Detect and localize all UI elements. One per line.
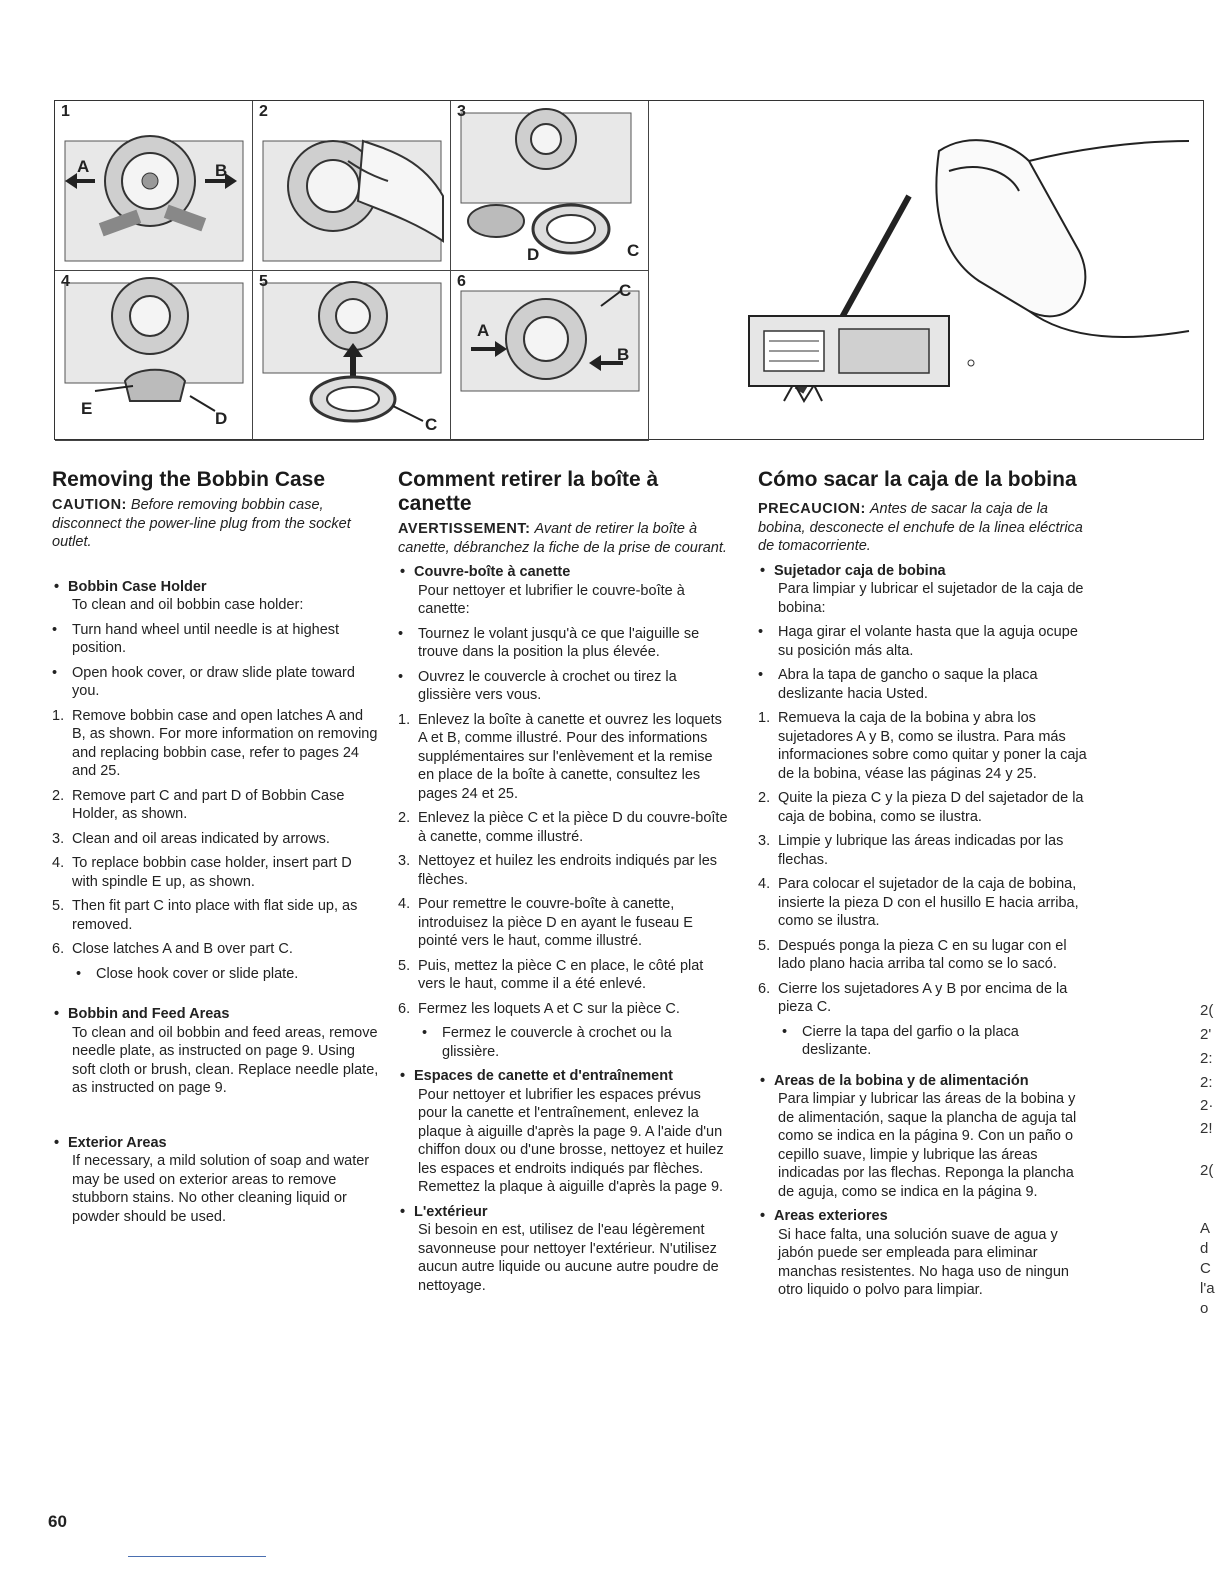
list-text: Open hook cover, or draw slide plate toward you. [72, 664, 355, 699]
margin-fragment: 2( [1200, 1002, 1214, 1019]
list-item [758, 666, 1090, 703]
margin-fragment: 2: [1200, 1074, 1213, 1091]
list-item [758, 623, 1090, 660]
list-text: Ouvrez le couvercle à crochet ou tirez la glissière vers vous. [418, 668, 677, 703]
list-marker: 6. [758, 980, 771, 997]
list-text: Abra la tapa de gancho o saque la placa deslizante hacia Usted. [778, 667, 1038, 702]
section-title: • Areas exteriores [758, 1207, 1090, 1226]
list-text: Remove part C and part D of Bobbin Case Holder, as shown. [72, 787, 345, 822]
section-title: • Sujetador caja de bobina [758, 562, 1090, 581]
section-text: Si besoin en est, utilisez de l'eau légèrement savonneuse pour nettoyer l'extérieur. N'utilisez aucun autre liquide ou aucune autre poudre de nettoyage. [418, 1222, 719, 1294]
margin-fragment: o [1200, 1300, 1209, 1317]
section-intro: Pour nettoyer et lubrifier le couvre-boîte à canette: [418, 582, 685, 617]
list-marker: • [52, 621, 58, 638]
list-item [52, 854, 380, 891]
list-item [398, 1000, 730, 1019]
callout-label: D [527, 245, 540, 264]
panel-number: 4 [61, 273, 70, 290]
list-marker: 1. [758, 710, 771, 726]
list-marker: • [76, 965, 82, 982]
list-text: Para colocar el sujetador de la caja de bobina, insierte la pieza D con el husillo E hacia arriba, como se ilustra. [778, 876, 1079, 929]
french-title: Comment retirer la boîte à canette [398, 468, 659, 515]
list-marker: • [782, 1023, 788, 1040]
list-text: Turn hand wheel until needle is at highest position. [72, 621, 340, 656]
decorative-underline [128, 1556, 266, 1557]
list-item [52, 787, 380, 824]
list-text: Then fit part C into place with flat side up, as removed. [72, 898, 358, 933]
list-item [398, 625, 730, 662]
margin-fragment: C [1200, 1260, 1211, 1277]
sub-list-item [398, 1024, 730, 1061]
list-text: Después ponga la pieza C en su lugar con el lado plano hacia arriba tal como se lo sacó. [778, 937, 1067, 972]
list-text: Clean and oil areas indicated by arrows. [72, 830, 330, 847]
list-marker: • [398, 668, 404, 685]
list-marker: 4. [52, 855, 65, 871]
list-marker: 2. [398, 810, 411, 826]
section-text: Para limpiar y lubricar las áreas de la bobina y de alimentación, saque la plancha de aguja tal como se indica en la página 9. Con un paño o cepillo suave, limpie y lubrique las áreas indicadas por las flechas. Reponga la plancha de aguja, como se indica en la página 9. [778, 1091, 1077, 1200]
spanish-section-feed-areas [758, 1072, 1090, 1202]
list-item [398, 668, 730, 705]
spanish-column [758, 468, 1090, 1300]
figure-panel-1 [55, 101, 253, 271]
list-item [398, 957, 730, 994]
list-marker: 2. [758, 790, 771, 806]
list-text: Fermez le couvercle à crochet ou la glissière. [442, 1025, 672, 1060]
callout-label: D [215, 409, 228, 428]
callout-label: C [627, 241, 640, 260]
margin-fragment: 2· [1200, 1097, 1214, 1114]
callout-label: E [81, 399, 93, 418]
panel-5-drawing [253, 271, 451, 441]
list-marker: 1. [398, 711, 411, 728]
english-section-feed-areas [52, 1005, 380, 1098]
list-marker: 4. [758, 876, 771, 892]
english-section-bobbin-holder [52, 578, 380, 984]
list-text: Close hook cover or slide plate. [96, 965, 299, 982]
callout-label: A [77, 157, 90, 176]
illustration-frame [54, 100, 1204, 440]
section-title: • Bobbin and Feed Areas [52, 1005, 380, 1024]
list-text: Puis, mettez la pièce C en place, le côté plat vers le haut, comme il a été enlevé. [418, 957, 704, 992]
caution-label: AVERTISSEMENT: [398, 521, 531, 537]
callout-label: B [215, 161, 228, 180]
margin-fragment: 2' [1200, 1026, 1212, 1043]
section-title: • Couvre-boîte à canette [398, 563, 730, 582]
list-marker: • [422, 1025, 428, 1041]
list-item [52, 897, 380, 934]
list-marker: • [758, 624, 764, 640]
figure-panel-3 [451, 101, 649, 271]
panel-number: 2 [259, 103, 268, 120]
section-text: Pour nettoyer et lubrifier les espaces prévus pour la canette et l'entraînement, enlevez la plaque à aiguille d'après la page 9. A l'aide d'un chiffon doux ou d'une brosse, nettoyez et huilez les espaces et endroits indiqués par flèches. Remettez la plaque à aiguille d'après la page 9. [418, 1086, 724, 1195]
panel-1-drawing [55, 101, 253, 271]
english-caution [52, 496, 380, 552]
list-item [398, 895, 730, 951]
list-marker: • [52, 664, 58, 681]
panel-number: 6 [457, 273, 466, 290]
list-text: Close latches A and B over part C. [72, 941, 293, 957]
panel-2-drawing [253, 101, 451, 271]
english-title: Removing the Bobbin Case [52, 468, 326, 491]
list-text: Enlevez la pièce C et la pièce D du couvre-boîte à canette, comme illustré. [418, 810, 728, 845]
callout-label: C [619, 281, 632, 300]
list-text: Limpie y lubrique las áreas indicadas por las flechas. [778, 833, 1064, 868]
section-intro: Para limpiar y lubricar el sujetador de la caja de bobina: [778, 581, 1084, 616]
caution-text: Before removing bobbin case, disconnect the power-line plug from the socket outlet. [52, 497, 351, 550]
margin-fragment: l'a [1200, 1280, 1215, 1297]
section-title: • Bobbin Case Holder [52, 578, 380, 597]
figure-panel-6 [451, 271, 649, 441]
list-marker: • [758, 667, 764, 683]
list-marker: 1. [52, 707, 65, 724]
margin-fragment: 2! [1200, 1120, 1213, 1137]
page-number: 60 [48, 1512, 67, 1531]
section-text: If necessary, a mild solution of soap and water may be used on exterior areas to remove stubborn stains. No other cleaning liquid or powder should be used. [72, 1153, 370, 1225]
list-text: Remueva la caja de la bobina y abra los sujetadores A y B, como se ilustra. Para más informaciones sobre como quitar y poner la caja de la bobina, véase las páginas 24 y 25. [778, 710, 1087, 782]
spanish-caution [758, 500, 1090, 556]
list-marker: 3. [758, 833, 771, 849]
figure-panel-4 [55, 271, 253, 441]
list-item [758, 709, 1090, 783]
list-text: Pour remettre le couvre-boîte à canette, introduisez la pièce D en ayant le fuseau E pointé vers le haut, comme illustré. [418, 896, 693, 949]
section-text: Si hace falta, una solución suave de agua y jabón puede ser empleada para eliminar manchas resistentes. No haga uso de ningun otro liquido o polvo para limpiar. [778, 1226, 1069, 1298]
french-section-feed-areas [398, 1067, 730, 1197]
sub-list-item [758, 1023, 1090, 1060]
list-marker: 5. [52, 898, 65, 914]
list-marker: 3. [52, 830, 65, 847]
english-column [52, 468, 380, 1226]
list-marker: 5. [758, 937, 771, 954]
list-marker: 6. [398, 1000, 411, 1017]
list-text: Haga girar el volante hasta que la aguja ocupe su posición más alta. [778, 624, 1078, 659]
list-item [52, 664, 380, 701]
list-marker: 5. [398, 957, 411, 974]
panel-number: 1 [61, 103, 70, 120]
margin-fragment: d [1200, 1240, 1209, 1257]
caution-label: CAUTION: [52, 497, 127, 513]
list-marker: 3. [398, 853, 411, 869]
list-item [52, 830, 380, 849]
spanish-section-bobbin-holder [758, 562, 1090, 1060]
panel-number: 3 [457, 103, 466, 120]
list-text: Fermez les loquets A et C sur la pièce C. [418, 1000, 680, 1017]
margin-fragment: 2( [1200, 1162, 1214, 1179]
english-section-exterior [52, 1134, 380, 1227]
list-item [758, 875, 1090, 931]
list-item [52, 707, 380, 781]
french-section-bobbin-holder [398, 563, 730, 1061]
section-title: • Areas de la bobina y de alimentación [758, 1072, 1090, 1091]
list-text: Tournez le volant jusqu'à ce que l'aiguille se trouve dans la position la plus élevée. [418, 625, 700, 660]
french-caution [398, 520, 730, 557]
section-text: To clean and oil bobbin and feed areas, remove needle plate, as instructed on page 9. Using soft cloth or brush, clean. Replace needle plate, as instructed on page 9. [72, 1024, 379, 1096]
brush-cleaning-illustration [649, 101, 1203, 439]
list-item [758, 937, 1090, 974]
caution-text: Avant de retirer la boîte à canette, débranchez la fiche de la prise de courant. [398, 521, 727, 556]
list-item [758, 980, 1090, 1017]
list-text: Enlevez la boîte à canette et ouvrez les loquets A et B, comme illustré. Pour des informations supplémentaires sur l'enlèvement et la remise en place de la boîte à canette, consultez les pages 24 et 25. [418, 711, 722, 802]
list-item [398, 852, 730, 889]
list-marker: 4. [398, 896, 411, 912]
figure-panel-5 [253, 271, 451, 441]
list-marker: 6. [52, 941, 65, 957]
list-text: Quite la pieza C y la pieza D del sajetador de la caja de bobina, como se ilustra. [778, 790, 1084, 825]
list-item [398, 809, 730, 846]
panel-3-drawing [451, 101, 649, 271]
french-column [398, 468, 730, 1295]
french-section-exterior [398, 1203, 730, 1296]
list-text: Nettoyez et huilez les endroits indiqués par les flèches. [418, 853, 718, 888]
list-marker: • [398, 625, 404, 642]
sub-list-item [52, 965, 380, 984]
list-marker: 2. [52, 787, 65, 804]
callout-label: B [617, 345, 630, 364]
section-title: • Exterior Areas [52, 1134, 380, 1153]
list-text: Cierre la tapa del garfio o la placa deslizante. [802, 1023, 1019, 1058]
list-item [758, 789, 1090, 826]
callout-label: C [425, 415, 438, 434]
caution-text: Antes de sacar la caja de la bobina, desconecte el enchufe de la linea eléctrica de tomacorriente. [758, 501, 1083, 554]
figure-panel-2 [253, 101, 451, 271]
section-intro: To clean and oil bobbin case holder: [72, 597, 304, 613]
caution-label: PRECAUCION: [758, 501, 866, 517]
margin-fragment: 2: [1200, 1050, 1213, 1067]
panel-number: 5 [259, 273, 268, 290]
list-item [758, 832, 1090, 869]
list-text: Remove bobbin case and open latches A and B, as shown. For more information on removing and replacing bobbin case, refer to pages 24 and 25. [72, 707, 378, 779]
spanish-title: Cómo sacar la caja de la bobina [758, 468, 1077, 491]
margin-fragment: A [1200, 1220, 1211, 1237]
brush-cleaning-drawing [649, 101, 1203, 439]
list-text: To replace bobbin case holder, insert part D with spindle E up, as shown. [72, 855, 352, 890]
callout-label: A [477, 321, 490, 340]
spanish-section-exterior [758, 1207, 1090, 1300]
list-item [52, 621, 380, 658]
section-title: • L'extérieur [398, 1203, 730, 1222]
list-item [398, 711, 730, 804]
list-item [52, 940, 380, 959]
section-title: • Espaces de canette et d'entraînement [398, 1067, 730, 1086]
list-text: Cierre los sujetadores A y B por encima de la pieza C. [778, 980, 1068, 1015]
